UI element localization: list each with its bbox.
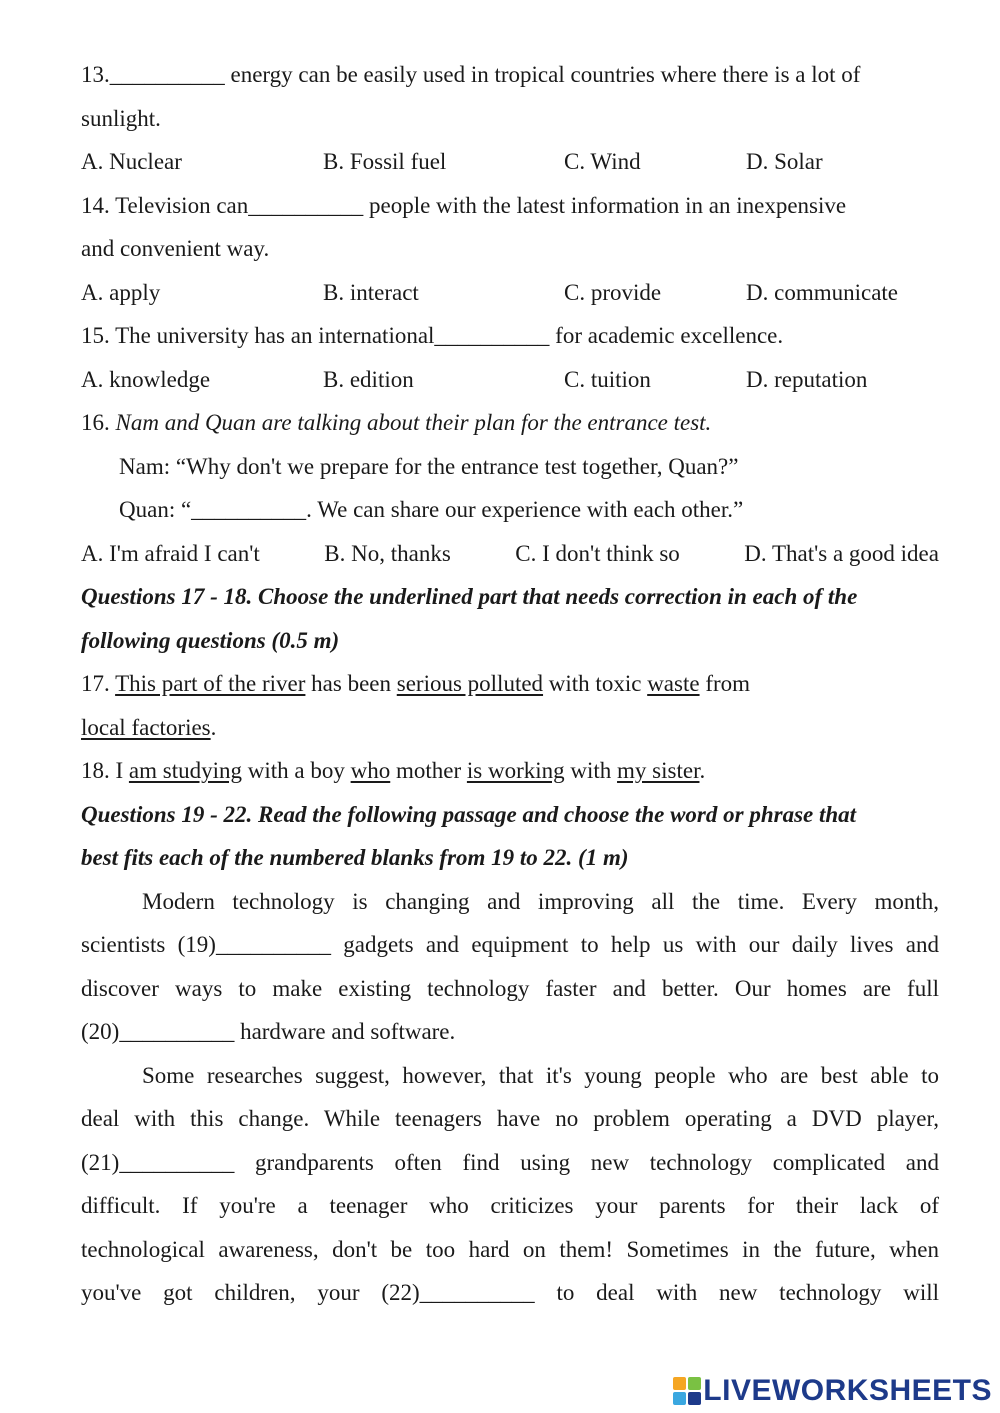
q16-option-a[interactable]: A. I'm afraid I can't: [81, 540, 260, 566]
q18-number: 18. I: [81, 758, 129, 783]
section-19-22-heading-line-2: best fits each of the numbered blanks from 19 to 22. (1 m): [81, 845, 629, 870]
q17-line-1: [81, 662, 939, 706]
q14-option-c[interactable]: C. provide: [564, 279, 662, 305]
section-17-18-heading-line-2: following questions (0.5 m): [81, 627, 340, 653]
q17-text-4: .: [210, 714, 217, 740]
passage-p1-line-3: discover ways to make existing technology faster and better. Our homes are full: [81, 975, 939, 1001]
q13-option-d[interactable]: D. Solar: [746, 149, 823, 174]
q13-option-a[interactable]: A. Nuclear: [81, 149, 182, 174]
q15-option-d[interactable]: D. reputation: [746, 366, 868, 392]
liveworksheets-logo-icon: [673, 1377, 701, 1405]
passage-p1-line-2: scientists (19)__________ gadgets and equipment to help us with our daily lives and: [81, 932, 939, 957]
q18-underlined-part-1[interactable]: am studying: [128, 758, 243, 783]
q18-underlined-part-3[interactable]: is working: [466, 758, 565, 783]
q17-underlined-part-1[interactable]: This part of the river: [115, 671, 306, 696]
q14-line-1: 14. Television can__________ people with the latest information in an inexpensive: [81, 192, 847, 218]
q14-line-2: and convenient way.: [81, 236, 270, 261]
logo-mark-square-2: [688, 1377, 701, 1390]
q18-line: [81, 749, 939, 793]
worksheet-page: [81, 53, 939, 1315]
q18-text-4: .: [699, 758, 706, 783]
logo-mark-square-3: [673, 1392, 686, 1405]
q16-intro: Nam and Quan are talking about their plan for the entrance test.: [115, 410, 712, 435]
section-19-22-heading-line-1: Questions 19 - 22. Read the following passage and choose the word or phrase that: [81, 801, 857, 827]
q18-text-3: with: [564, 758, 618, 783]
q17-text-2: with toxic: [543, 671, 648, 696]
q17-text-1: has been: [305, 671, 397, 696]
q15-option-a[interactable]: A. knowledge: [81, 366, 211, 392]
logo-mark-square-1: [673, 1377, 686, 1390]
section-17-18-heading-line-1: Questions 17 - 18. Choose the underlined part that needs correction in each of the: [81, 584, 858, 609]
q16-nam-line: Nam: “Why don't we prepare for the entrance test together, Quan?”: [119, 453, 739, 479]
q13-option-b[interactable]: B. Fossil fuel: [323, 149, 447, 174]
q14-option-a[interactable]: A. apply: [81, 279, 161, 305]
liveworksheets-logo-text: LIVEWORKSHEETS: [703, 1374, 992, 1407]
passage-p1-line-4: (20)__________ hardware and software.: [81, 1019, 456, 1044]
q17-number: 17.: [81, 671, 116, 696]
q15-options: [81, 358, 939, 402]
passage-p2-line-6: you've got children, your (22)__________ to deal with new technology will: [81, 1280, 939, 1305]
q18-text-2: mother: [390, 758, 467, 783]
q16-quan-line: Quan: “__________. We can share our experience with each other.”: [119, 497, 744, 522]
q17-underlined-part-3[interactable]: waste: [647, 671, 700, 696]
q16-option-b[interactable]: B. No, thanks: [324, 540, 451, 566]
q15-option-c[interactable]: C. tuition: [564, 366, 651, 392]
q15-line-1: 15. The university has an international__________ for academic excellence.: [81, 323, 784, 348]
q16-option-c[interactable]: C. I don't think so: [515, 540, 680, 566]
q18-text-1: with a boy: [242, 758, 351, 783]
q17-line-2: [81, 706, 939, 750]
q17-text-3: from: [699, 671, 751, 696]
q13-line-2: sunlight.: [81, 105, 161, 131]
q14-options: [81, 271, 939, 315]
q13-option-c[interactable]: C. Wind: [564, 149, 641, 174]
q17-underlined-part-2[interactable]: serious polluted: [396, 671, 544, 696]
q18-underlined-part-2[interactable]: who: [350, 758, 391, 783]
passage-p1-line-1: Modern technology is changing and improving all the time. Every month,: [142, 888, 939, 914]
q18-underlined-part-4[interactable]: my sister: [617, 758, 700, 783]
passage-p2-line-3: (21)__________ grandparents often find using new technology complicated and: [81, 1149, 939, 1175]
passage-p2-line-1: Some researches suggest, however, that it's young people who are best able to: [142, 1062, 939, 1088]
q13-line-1: 13.__________ energy can be easily used in tropical countries where there is a lot of: [81, 62, 861, 87]
passage-p2-line-5: technological awareness, don't be too hard on them! Sometimes in the future, when: [81, 1236, 939, 1262]
q16-options: [81, 532, 939, 576]
q16-number: 16.: [81, 410, 110, 435]
q14-option-b[interactable]: B. interact: [323, 279, 419, 305]
logo-mark-square-4: [688, 1392, 701, 1405]
q16-option-d[interactable]: D. That's a good idea: [744, 540, 939, 566]
q16-intro-line: [81, 401, 939, 445]
passage-p2-line-4: difficult. If you're a teenager who criticizes your parents for their lack of: [81, 1193, 939, 1218]
passage-p2-line-2: deal with this change. While teenagers have no problem operating a DVD player,: [81, 1106, 939, 1131]
liveworksheets-logo: [673, 1373, 992, 1409]
q17-underlined-part-4[interactable]: local factories: [81, 714, 211, 740]
q13-options: [81, 140, 939, 184]
q14-option-d[interactable]: D. communicate: [746, 279, 899, 305]
q15-option-b[interactable]: B. edition: [323, 366, 414, 392]
